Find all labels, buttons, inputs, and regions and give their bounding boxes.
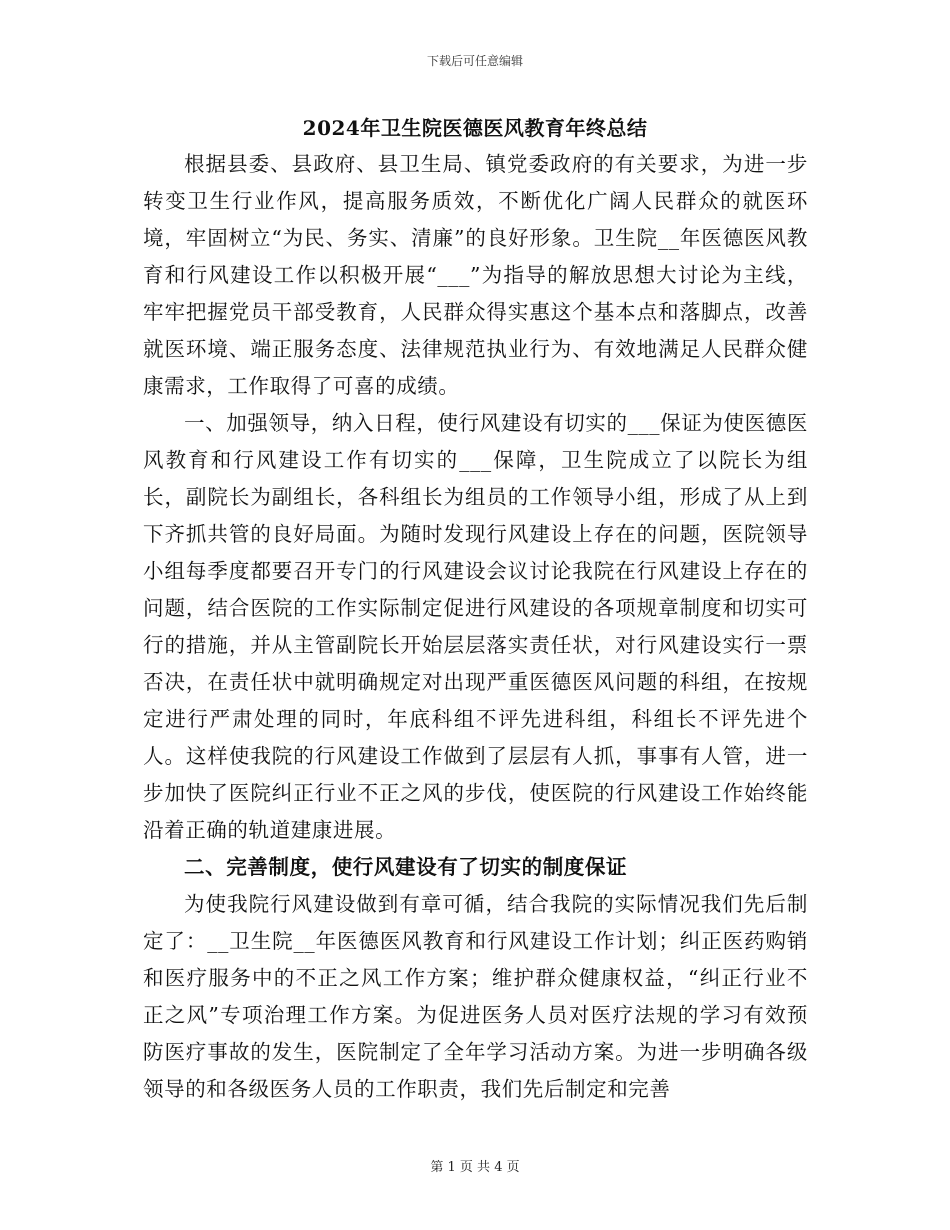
intro-paragraph: 根据县委、县政府、县卫生局、镇党委政府的有关要求，为进一步转变卫生行业作风，提高服务质效，不断优化广阔人民群众的就医环境，牢固树立“为民、务实、清廉”的良好形象。卫生院__年医德医风教育和行风建设工作以积极开展“___”为指导的解放思想大讨论为主线，牢牢把握党员干部受教育，人民群众得实惠这个基本点和落脚点，改善就医环境、端正服务态度、法律规范执业行为、有效地满足人民群众健康需求，工作取得了可喜的成绩。: [143, 152, 808, 398]
section-two-paragraph: 为使我院行风建设做到有章可循，结合我院的实际情况我们先后制定了：__卫生院__年医德医风教育和行风建设工作计划；纠正医药购销和医疗服务中的不正之风工作方案；维护群众健康权益，“纠正行业不正之风”专项治理工作方案。为促进医务人员对医疗法规的学习有效预防医疗事故的发生，医院制定了全年学习活动方案。为进一步明确各级领导的和各级医务人员的工作职责，我们先后制定和完善: [143, 892, 808, 1101]
document-title: 2024年卫生院医德医风教育年终总结: [302, 116, 648, 140]
section-two-heading: 二、完善制度，使行风建设有了切实的制度保证: [184, 855, 628, 879]
section-one-paragraph: 一、加强领导，纳入日程，使行风建设有切实的___保证为使医德医风教育和行风建设工作有切实的___保障，卫生院成立了以院长为组长，副院长为副组长，各科组长为组员的工作领导小组，形成了从上到下齐抓共管的良好局面。为随时发现行风建设上存在的问题，医院领导小组每季度都要召开专门的行风建设会议讨论我院在行风建设上存在的问题，结合医院的工作实际制定促进行风建设的各项规章制度和切实可行的措施，并从主管副院长开始层层落实责任状，对行风建设实行一票否决，在责任状中就明确规定对出现严重医德医风问题的科组，在按规定进行严肃处理的同时，年底科组不评先进科组，科组长不评先进个人。这样使我院的行风建设工作做到了层层有人抓，事事有人管，进一步加快了医院纠正行业不正之风的步伐，使医院的行风建设工作始终能沿着正确的轨道建康进展。: [143, 411, 808, 842]
page-number: 第 1 页 共 4 页: [430, 1160, 520, 1175]
download-note: 下载后可任意编辑: [426, 54, 523, 68]
document-body: [143, 146, 808, 1108]
